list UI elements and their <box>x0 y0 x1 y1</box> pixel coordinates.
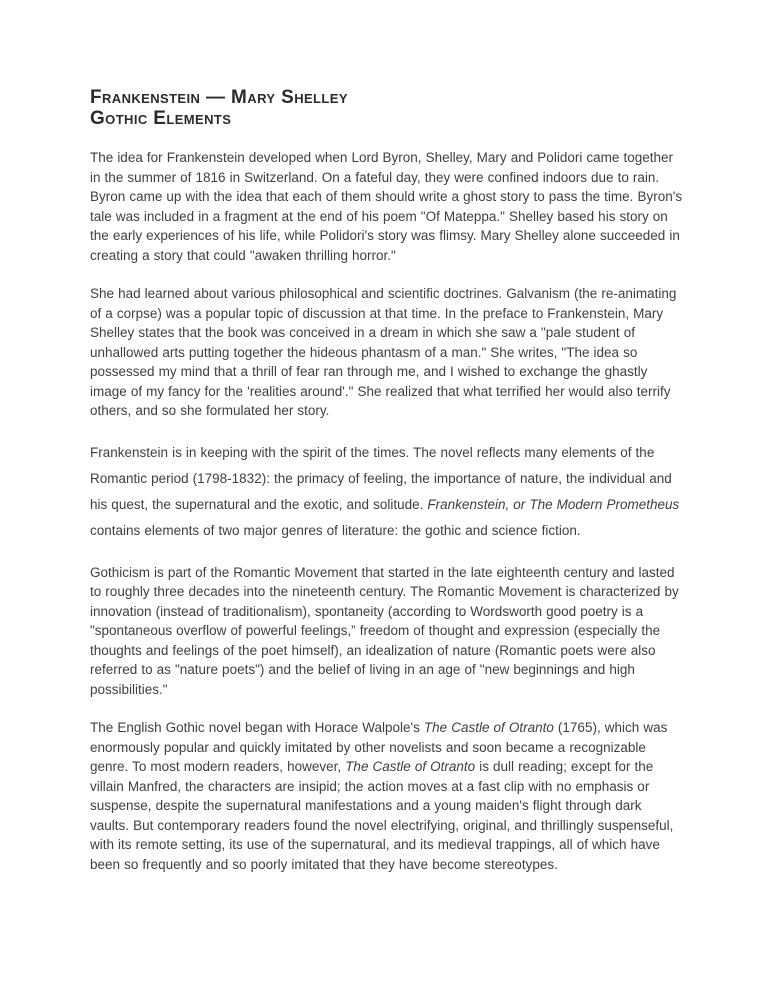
document-title <box>90 87 684 129</box>
text-run: Gothicism is part of the Romantic Movement that started in the late eighteenth century and lasted to roughly three decades into the nineteenth century. The Romantic Movement is characterized by innovation (instead of traditionalism), spontaneity (according to Wordsworth good poetry is a "spontaneous overflow of powerful feelings,” freedom of thought and expression (especially the thoughts and feelings of the poet himself), an idealization of nature (Romantic poets were also referred to as "nature poets") and the belief of living in an age of "new beginnings and high possibilities." <box>90 564 679 697</box>
paragraph-2 <box>90 284 684 421</box>
text-run: contains elements of two major genres of literature: the gothic and science fiction. <box>90 522 581 538</box>
text-run: (1765), which was enormously popular and quickly imitated by other novelists and soon became a recognizable genre. To most modern readers, however, <box>90 720 668 774</box>
paragraph-4 <box>90 563 684 700</box>
paragraph-5 <box>90 718 684 874</box>
document-title-line-1: Frankenstein — Mary Shelley <box>90 87 348 108</box>
text-run: is dull reading; except for the villain Manfred, the characters are insipid; the action moves at a fast clip with no emphasis or suspense, despite the supernatural manifestations and a young maiden's flight through dark vaults. But contemporary readers found the novel electrifying, original, and thrillingly suspenseful, with its remote setting, its use of the supernatural, and its medieval trappings, all of which have been so frequently and so poorly imitated that they have become stereotypes. <box>90 759 674 872</box>
paragraph-3 <box>90 440 684 544</box>
italic-text-run: Frankenstein, or The Modern Prometheus <box>427 496 680 512</box>
paragraph-1 <box>90 148 684 265</box>
document-title-line-2: Gothic Elements <box>90 108 232 129</box>
text-run: The idea for Frankenstein developed when Lord Byron, Shelley, Mary and Polidori came together in the summer of 1816 in Switzerland. On a fateful day, they were confined indoors due to rain. Byron came up with the idea that each of them should write a ghost story to pass the time. Byron's tale was included in a fragment at the end of his poem "Of Mateppa." Shelley based his story on the early experiences of his life, while Polidori's story was flimsy. Mary Shelley alone succeeded in creating a story that could "awaken thrilling horror." <box>90 150 683 263</box>
text-run: Frankenstein is in keeping with the spirit of the times. The novel reflects many elements of the Romantic period (1798-1832): the primacy of feeling, the importance of nature, the individual and his quest, the supernatural and the exotic, and solitude. <box>90 444 672 512</box>
text-run: She had learned about various philosophical and scientific doctrines. Galvanism (the re-animating of a corpse) was a popular topic of discussion at that time. In the preface to Frankenstein, Mary Shelley states that the book was conceived in a dream in which she saw a "pale student of unhallowed arts putting together the hideous phantasm of a man." She writes, "The idea so possessed my mind that a thrill of fear ran through me, and I wished to exchange the ghastly image of my fancy for the 'realities around'." She realized that what terrified her would also terrify others, and so she formulated her story. <box>90 286 677 418</box>
italic-text-run: The Castle of Otranto <box>345 759 476 774</box>
italic-text-run: The Castle of Otranto <box>423 720 554 735</box>
text-run: The English Gothic novel began with Horace Walpole's <box>90 720 424 735</box>
document-body <box>90 148 684 874</box>
